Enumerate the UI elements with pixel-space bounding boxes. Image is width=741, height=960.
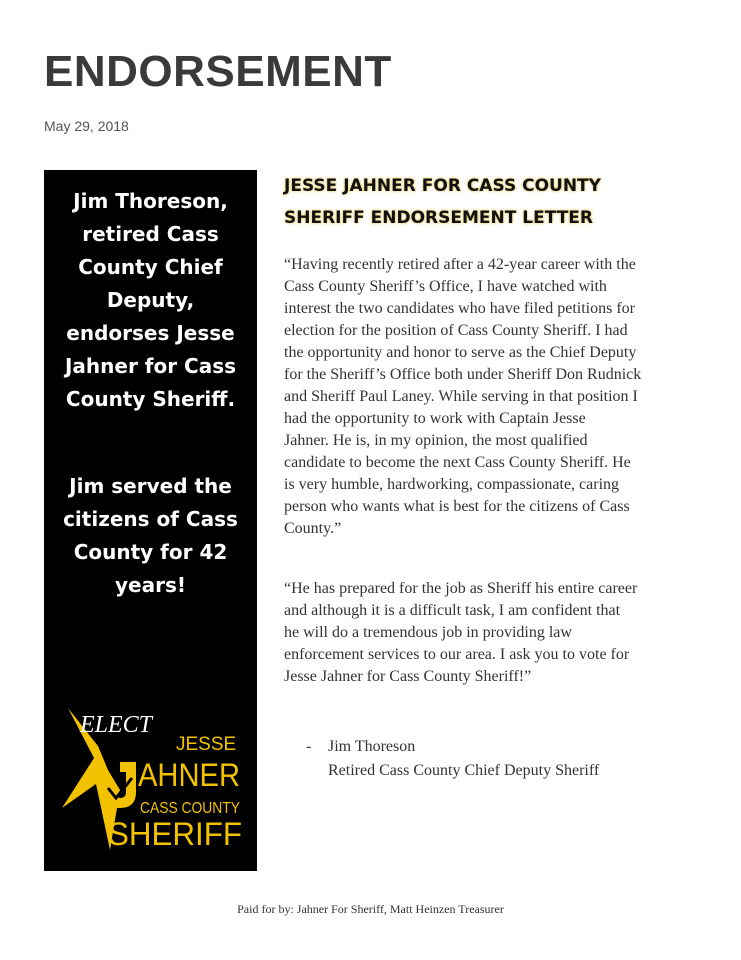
text-line: the opportunity and honor to serve as the Chief Deputy xyxy=(284,344,637,361)
text-line: interest the two candidates who have filed petitions for xyxy=(284,300,636,317)
text-line: is very humble, hardworking, compassionate, caring xyxy=(284,476,620,493)
text-line: “Having recently retired after a 42-year career with the xyxy=(284,256,636,273)
paid-for-disclaimer: Paid for by: Jahner For Sheriff, Matt Heinzen Treasurer xyxy=(237,902,504,916)
headline-line: JESSE JAHNER FOR CASS COUNTY xyxy=(284,176,601,196)
signature-role: Retired Cass County Chief Deputy Sheriff xyxy=(328,762,600,779)
sidebar-endorsement-text xyxy=(44,185,257,416)
text-line: and Sheriff Paul Laney. While serving in that position I xyxy=(284,388,638,405)
sidebar-line: citizens of Cass xyxy=(63,507,238,531)
logo-sheriff: SHERIFF xyxy=(108,816,242,852)
campaign-logo xyxy=(58,700,248,860)
text-line: he will do a tremendous job in providing law xyxy=(284,624,572,641)
sidebar-line: Jahner for Cass xyxy=(64,354,237,378)
sidebar-line: endorses Jesse xyxy=(66,321,235,345)
text-line: Jesse Jahner for Cass County Sheriff!” xyxy=(284,668,532,685)
text-line: Jahner. He is, in my opinion, the most qualified xyxy=(284,432,588,449)
sidebar-line: Jim Thoreson, xyxy=(73,189,228,213)
page-title: ENDORSEMENT xyxy=(44,47,392,96)
sidebar-line: retired Cass xyxy=(82,222,219,246)
text-line: County.” xyxy=(284,520,342,537)
text-line: enforcement services to our area. I ask you to vote for xyxy=(284,646,630,663)
signature-block xyxy=(306,735,599,783)
logo-jesse: JESSE xyxy=(176,734,237,755)
text-line: “He has prepared for the job as Sheriff his entire career xyxy=(284,580,638,597)
signature-dash: - xyxy=(306,738,312,755)
logo-elect: ELECT xyxy=(80,712,153,738)
quote-paragraph-2 xyxy=(284,578,637,688)
text-line: election for the position of Cass County Sheriff. I had xyxy=(284,322,628,339)
logo-county: CASS COUNTY xyxy=(140,800,241,817)
text-line: had the opportunity to work with Captain Jesse xyxy=(284,410,586,427)
logo-jahner: AHNER xyxy=(138,757,240,793)
text-line: candidate to become the next Cass County Sheriff. He xyxy=(284,454,631,471)
sidebar-line: years! xyxy=(115,573,186,597)
headline-line: SHERIFF ENDORSEMENT LETTER xyxy=(284,208,593,228)
sidebar-line: Jim served the xyxy=(69,474,232,498)
article-headline xyxy=(284,170,601,234)
sidebar-line: County Chief xyxy=(78,255,223,279)
sidebar-line: Deputy, xyxy=(106,288,195,312)
sidebar-service-text xyxy=(44,470,257,602)
sidebar-line: County Sheriff. xyxy=(65,387,236,411)
text-line: Cass County Sheriff’s Office, I have watched with xyxy=(284,278,607,295)
text-line: for the Sheriff’s Office both under Sheriff Don Rudnick xyxy=(284,366,642,383)
sidebar-line: County for 42 xyxy=(73,540,228,564)
post-date: May 29, 2018 xyxy=(44,118,129,134)
signature-name: Jim Thoreson xyxy=(328,738,416,755)
quote-paragraph-1 xyxy=(284,254,641,540)
text-line: and although it is a difficult task, I am confident that xyxy=(284,602,621,619)
text-line: person who wants what is best for the citizens of Cass xyxy=(284,498,630,515)
